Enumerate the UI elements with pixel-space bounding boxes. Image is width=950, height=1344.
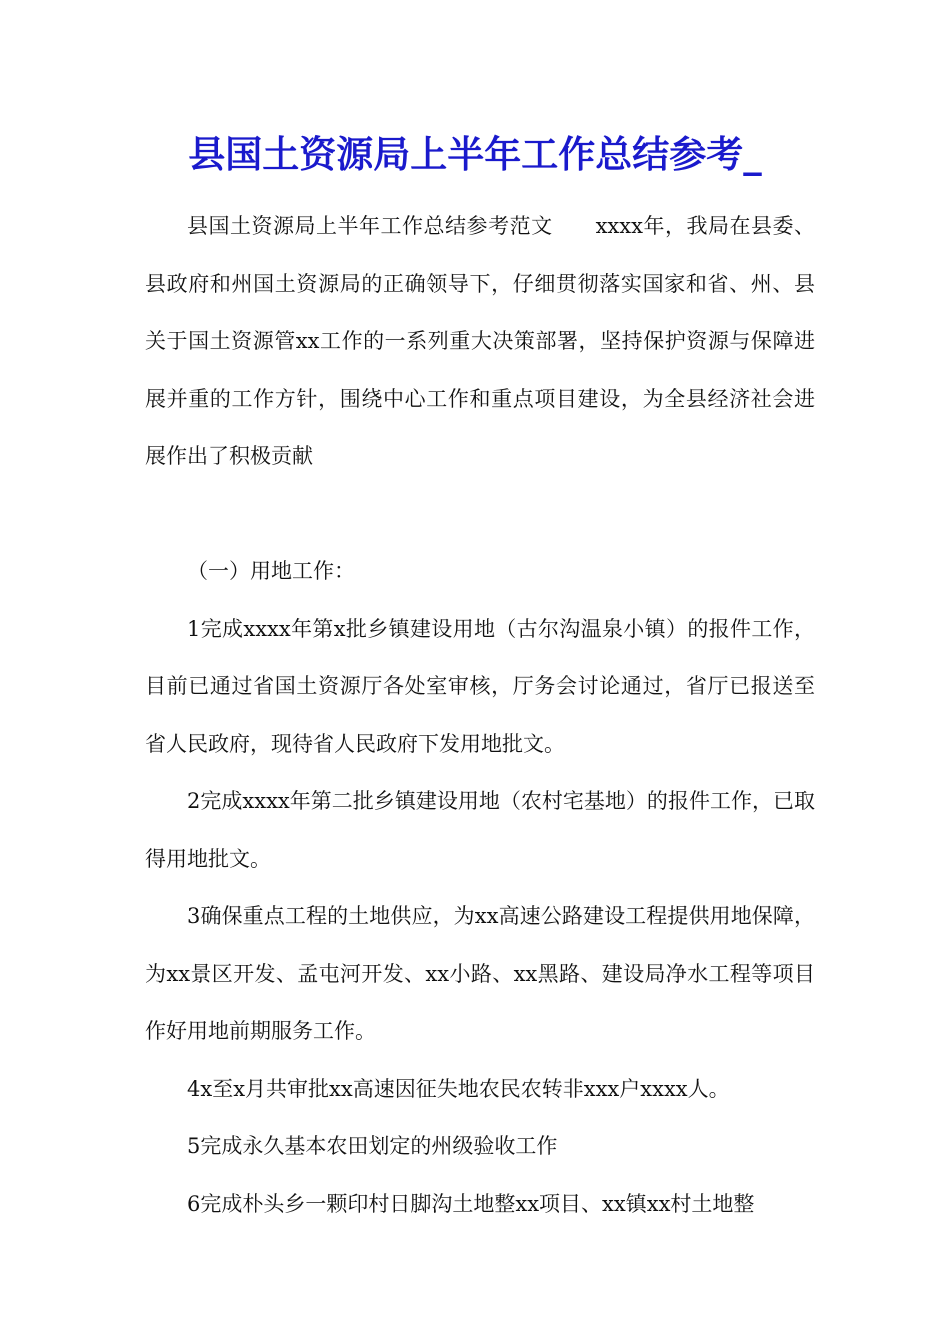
document-body: [145, 198, 815, 1233]
paragraph-item-5: 5完成永久基本农田划定的州级验收工作: [187, 1134, 558, 1158]
paragraph-item-1: 1完成xxxx年第x批乡镇建设用地（古尔沟温泉小镇）的报件工作，目前已通过省国土资源厅各处室审核，厅务会讨论通过，省厅已报送至省人民政府，现待省人民政府下发用地批文。: [145, 616, 815, 756]
document-title: 县国土资源局上半年工作总结参考_: [188, 132, 762, 176]
section-heading-land-use: （一）用地工作：: [187, 559, 355, 583]
paragraph-intro: 县国土资源局上半年工作总结参考范文 xxxx年，我局在县委、县政府和州国土资源局的正确领导下，仔细贯彻落实国家和省、州、县关于国土资源管xx工作的一系列重大决策部署，坚持保护资源与保障进展并重的工作方针，围绕中心工作和重点项目建设，为全县经济社会进展作出了积极贡献: [145, 214, 815, 468]
paragraph-spacer: [145, 486, 815, 544]
paragraph-item-2: 2完成xxxx年第二批乡镇建设用地（农村宅基地）的报件工作，已取得用地批文。: [145, 789, 815, 871]
paragraph-item-6: 6完成朴头乡一颗印村日脚沟土地整xx项目、xx镇xx村土地整: [187, 1191, 755, 1216]
paragraph-item-3: 3确保重点工程的土地供应，为xx高速公路建设工程提供用地保障，为xx景区开发、孟屯河开发、xx小路、xx黑路、建设局净水工程等项目作好用地前期服务工作。: [145, 904, 815, 1043]
paragraph-item-4: 4x至x月共审批xx高速因征失地农民农转非xxx户xxxx人。: [187, 1076, 730, 1101]
